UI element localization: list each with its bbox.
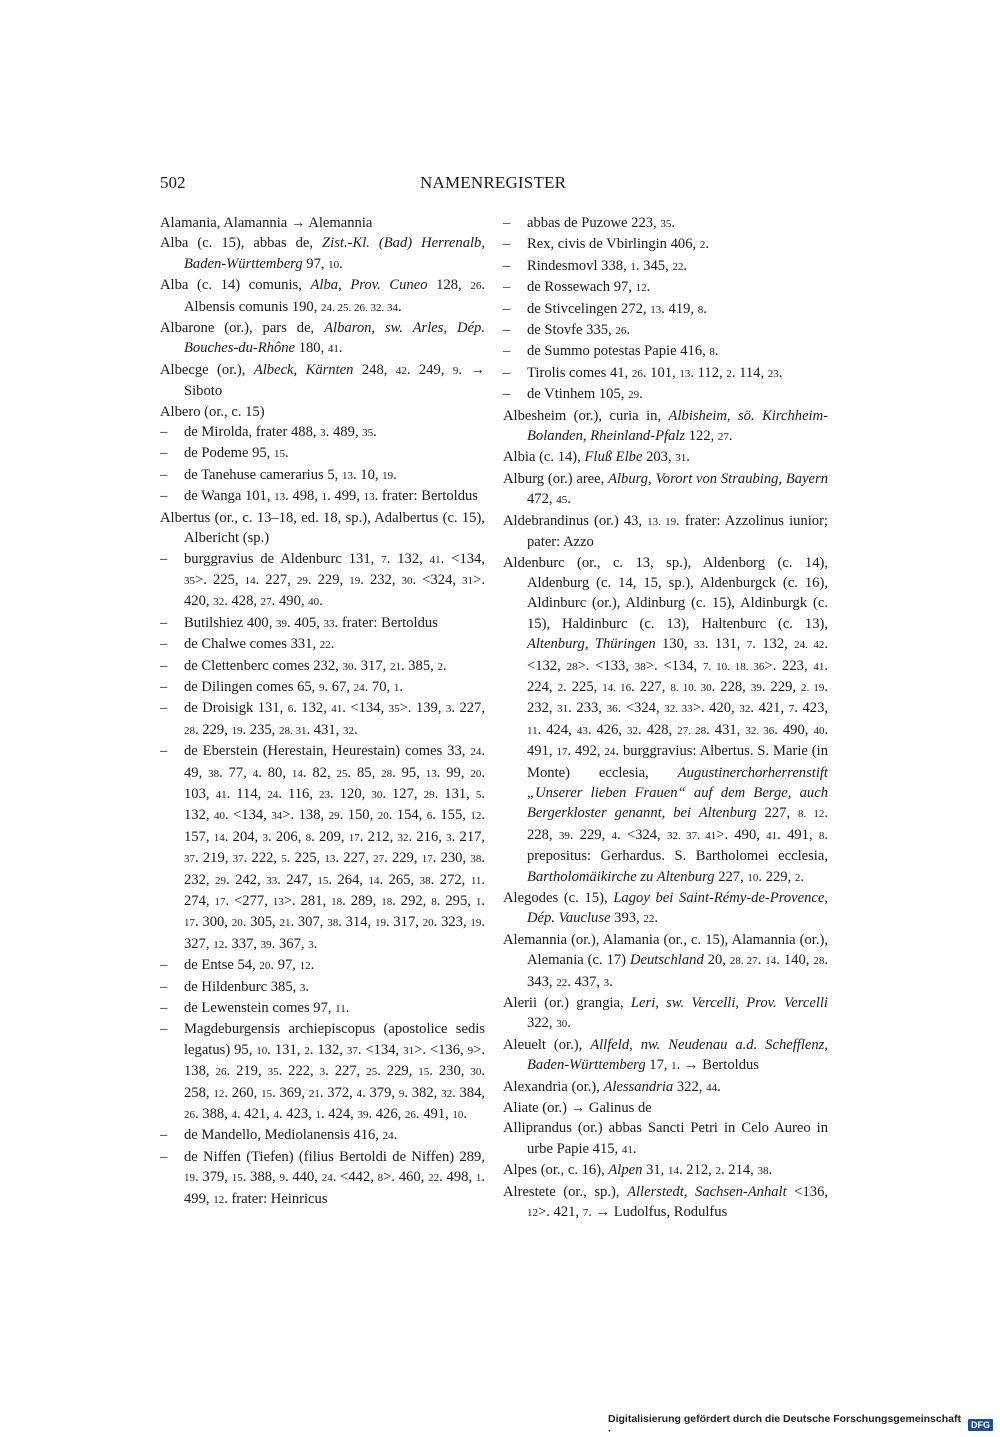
subentry-dash: – bbox=[160, 1127, 168, 1144]
entry-text: Aldebrandinus (or.) 43, 13. 19. frater: Azzolinus iunior; pater: Azzo bbox=[503, 512, 828, 551]
entry-text: de Rossewach 97, 12. bbox=[527, 279, 651, 296]
subentry-dash: – bbox=[160, 488, 168, 505]
entry-text: de Summo potestas Papie 416, 8. bbox=[527, 343, 719, 360]
entry-text: Alexandria (or.), Alessandria 322, 44. bbox=[503, 1078, 721, 1095]
subentry-dash: – bbox=[160, 700, 168, 717]
entry-text: de Droisigk 131, 6. 132, 41. <134, 35>. 139, 3. 227, 28. 229, 19. 235, 28. 31. 431, 32. bbox=[184, 700, 485, 738]
index-entry bbox=[503, 1118, 828, 1160]
subentry-dash: – bbox=[160, 636, 168, 653]
entry-text: de Podeme 95, 15. bbox=[184, 445, 289, 462]
index-subentry bbox=[503, 299, 828, 320]
index-entry bbox=[503, 1077, 828, 1098]
index-subentry bbox=[160, 698, 485, 741]
entry-text: de Lewenstein comes 97, 11. bbox=[184, 1000, 350, 1017]
subentry-dash: – bbox=[160, 957, 168, 974]
index-subentry bbox=[503, 234, 828, 255]
left-index-column bbox=[160, 213, 485, 1210]
subentry-dash: – bbox=[160, 445, 168, 462]
index-subentry bbox=[160, 465, 485, 486]
entry-text: Butilshiez 400, 39. 405, 33. frater: Bertoldus bbox=[184, 614, 438, 631]
entry-text: Rex, civis de Vbirlingin 406, 2. bbox=[527, 236, 709, 253]
entry-text: de Dilingen comes 65, 9. 67, 24. 70, 1. bbox=[184, 678, 403, 695]
index-subentry bbox=[503, 320, 828, 341]
entry-text: de Stivcelingen 272, 13. 419, 8. bbox=[527, 300, 707, 317]
subentry-dash: – bbox=[503, 300, 511, 317]
entry-text: de Stovfe 335, 26. bbox=[527, 322, 631, 339]
index-entry bbox=[503, 406, 828, 448]
subentry-dash: – bbox=[503, 236, 511, 253]
entry-text: de Wanga 101, 13. 498, 1. 499, 13. frater: Bertoldus bbox=[184, 488, 478, 505]
subentry-dash: – bbox=[503, 215, 511, 231]
entry-text: burggravius de Aldenburc 131, 7. 132, 41. <134, 35>. 225, 14. 227, 29. 229, 19. 232, 30. <324, 31>. 420, 32. 428, 27. 490, 40. bbox=[184, 550, 485, 610]
index-subentry bbox=[160, 1147, 485, 1210]
subentry-dash: – bbox=[160, 1148, 168, 1165]
index-subentry bbox=[160, 1019, 485, 1125]
index-entry bbox=[503, 553, 828, 889]
page-number: 502 bbox=[160, 173, 186, 192]
entry-text: Alba (c. 14) comunis, Alba, Prov. Cuneo 128, 26. Albensis comunis 190, 24. 25. 26. 32. 34. bbox=[160, 277, 485, 315]
entry-text: Aldenburc (or., c. 13, sp.), Aldenborg (c. 14), Aldenburg (c. 14, 15, sp.), Aldenburgck (c. 16), Aldinburc (or.), Aldinburg (c. 15), Aldinburgk (c. 15), Haldinburc (c. 13), Haltenburc (c. 13), Altenburg, Thüringen 130, 33. 131, 7. 132, 24. 42. <132, 28>. <133, 38>. <134, 7. 10. 18. 36>. 223, 41. 224, 2. 225, 14. 16. 227, 8. 10. 30. 228, 39. 229, 2. 19. 232, 31. 233, 36. <324, 32. 33>. 420, 32. 421, 7. 423, 11. 424, 43. 426, 32. 428, 27. 28. 431, 32. 36. 490, 40. 491, 17. 492, 24. burggravius: Albertus. S. Marie (in Monte) ecclesia, Augustinerchorherrenstift „Unserer lieben Frauen“ auf dem Berge, auch Bergerkloster genannt, bei Altenburg 227, 8. 12. 228, 39. 229, 4. <324, 32. 37. 41>. 490, 41. 491, 8. prepositus: Gerhardus. S. Bartholomei ecclesia, Bartholomäikirche zu Altenburg 227, 10. 229, 2. bbox=[503, 554, 829, 885]
entry-text: de Tanehuse camerarius 5, 13. 10, 19. bbox=[184, 466, 397, 483]
index-entry bbox=[160, 233, 485, 275]
index-entry bbox=[160, 275, 485, 318]
entry-text: Alburg (or.) aree, Alburg, Vorort von Straubing, Bayern 472, 45. bbox=[503, 470, 828, 508]
index-entry bbox=[503, 1035, 828, 1077]
entry-text: de Chalwe comes 331, 22. bbox=[184, 636, 335, 653]
index-subentry bbox=[160, 486, 485, 507]
entry-text: Alemannia (or.), Alamania (or., c. 15), Alamannia (or.), Alemania (c. 17) Deutschland 20, 28. 27. 14. 140, 28. 343, 22. 437, 3. bbox=[503, 931, 829, 990]
index-entry bbox=[503, 930, 828, 993]
entry-text: Alrestete (or., sp.), Allerstedt, Sachsen-Anhalt <136, 12>. 421, 7. → Ludolfus, Rodulfus bbox=[503, 1183, 829, 1221]
index-subentry bbox=[503, 384, 828, 405]
subentry-dash: – bbox=[160, 1000, 168, 1017]
index-entry bbox=[160, 318, 485, 360]
entry-text: de Vtinhem 105, 29. bbox=[527, 386, 643, 403]
digitization-credit bbox=[608, 1413, 993, 1437]
index-subentry bbox=[160, 443, 485, 464]
index-subentry bbox=[160, 613, 485, 634]
index-entry bbox=[503, 1098, 828, 1118]
subentry-dash: – bbox=[503, 322, 511, 339]
index-subentry bbox=[160, 656, 485, 677]
index-subentry bbox=[160, 1125, 485, 1146]
index-entry bbox=[503, 993, 828, 1035]
subentry-dash: – bbox=[503, 279, 511, 296]
index-subentry bbox=[160, 677, 485, 698]
index-subentry bbox=[160, 422, 485, 443]
subentry-dash: – bbox=[160, 1021, 168, 1038]
index-subentry bbox=[503, 256, 828, 277]
entry-text: Albero (or., c. 15) bbox=[160, 403, 265, 420]
entry-text: Magdeburgensis archiepiscopus (apostolice sedis legatus) 95, 10. 131, 2. 132, 37. <134, 31>. <136, 9>. 138, 26. 219, 35. 222, 3. 227, 25. 229, 15. 230, 30. 258, 12. 260, 15. 369, 21. 372, 4. 379, 9. 382, 32. 384, 26. 388, 4. 421, 4. 423, 1. 424, 39. 426, 26. 491, 10. bbox=[184, 1021, 486, 1123]
subentry-dash: – bbox=[160, 550, 168, 567]
entry-text: Alamania, Alamannia → Alemannia bbox=[160, 215, 373, 231]
entry-text: Aleuelt (or.), Allfeld, nw. Neudenau a.d. Schefflenz, Baden-Württemberg 17, 1. → Bertoldus bbox=[503, 1036, 828, 1074]
subentry-dash: – bbox=[503, 257, 511, 274]
entry-text: Aliate (or.) → Galinus de bbox=[503, 1100, 652, 1117]
entry-text: de Clettenberc comes 232, 30. 317, 21. 385, 2. bbox=[184, 657, 447, 674]
index-subentry bbox=[503, 341, 828, 362]
entry-text: de Hildenburc 385, 3. bbox=[184, 978, 310, 995]
entry-text: abbas de Puzowe 223, 35. bbox=[527, 215, 675, 231]
index-entry bbox=[160, 213, 485, 233]
index-subentry bbox=[160, 549, 485, 613]
index-entry bbox=[160, 402, 485, 422]
subentry-dash: – bbox=[503, 343, 511, 360]
entry-text: Albia (c. 14), Fluß Elbe 203, 31. bbox=[503, 449, 690, 466]
index-subentry bbox=[503, 363, 828, 384]
entry-text: de Entse 54, 20. 97, 12. bbox=[184, 957, 315, 974]
index-entry bbox=[503, 888, 828, 930]
entry-text: Albecge (or.), Albeck, Kärnten 248, 42. 249, 9. → Siboto bbox=[160, 361, 486, 400]
subentry-dash: – bbox=[160, 743, 168, 760]
index-entry bbox=[503, 511, 828, 553]
entry-text: Rindesmovl 338, 1. 345, 22. bbox=[527, 257, 688, 274]
index-entry bbox=[503, 469, 828, 511]
subentry-dash: – bbox=[503, 364, 511, 381]
footer-credit-text: Digitalisierung gefördert durch die Deutsche Forschungsgemeinschaft · bbox=[608, 1413, 961, 1437]
index-subentry bbox=[160, 741, 485, 955]
dfg-logo: DFG bbox=[968, 1419, 993, 1431]
entry-text: de Niffen (Tiefen) (filius Bertoldi de Niffen) 289, 19. 379, 15. 388, 9. 440, 24. <442, 8>. 460, 22. 498, 1. 499, 12. frater: Heinricus bbox=[184, 1148, 486, 1207]
entry-text: Alliprandus (or.) abbas Sancti Petri in Celo Aureo in urbe Papie 415, 41. bbox=[503, 1120, 828, 1157]
subentry-dash: – bbox=[160, 614, 168, 631]
subentry-dash: – bbox=[160, 657, 168, 674]
subentry-dash: – bbox=[160, 466, 168, 483]
entry-text: de Mirolda, frater 488, 3. 489, 35. bbox=[184, 424, 377, 441]
index-entry bbox=[503, 1160, 828, 1181]
subentry-dash: – bbox=[160, 678, 168, 695]
entry-text: de Mandello, Mediolanensis 416, 24. bbox=[184, 1127, 398, 1144]
index-subentry bbox=[160, 998, 485, 1019]
entry-text: de Eberstein (Herestain, Heurestain) comes 33, 24. 49, 38. 77, 4. 80, 14. 82, 25. 85, 28. 95, 13. 99, 20. 103, 41. 114, 24. 116, 23. 120, 30. 127, 29. 131, 5. 132, 40. <134, 34>. 138, 29. 150, 20. 154, 6. 155, 12. 157, 14. 204, 3. 206, 8. 209, 17. 212, 32. 216, 3. 217, 37. 219, 37. 222, 5. 225, 13. 227, 27. 229, 17. 230, 38. 232, 29. 242, 33. 247, 15. 264, 14. 265, 38. 272, 11. 274, 17. <277, 13>. 281, 18. 289, 18. 292, 8. 295, 1. 17. 300, 20. 305, 21. 307, 38. 314, 19. 317, 20. 323, 19. 327, 12. 337, 39. 367, 3. bbox=[184, 743, 486, 952]
entry-text: Albarone (or.), pars de, Albaron, sw. Arles, Dép. Bouches-du-Rhône 180, 41. bbox=[160, 320, 485, 357]
index-entry bbox=[160, 508, 485, 549]
entry-text: Albesheim (or.), curia in, Albisheim, sö. Kirchheim-Bolanden, Rheinland-Pfalz 122, 27. bbox=[503, 407, 829, 445]
entry-text: Alerii (or.) grangia, Leri, sw. Vercelli, Prov. Vercelli 322, 30. bbox=[503, 995, 828, 1032]
subentry-dash: – bbox=[503, 386, 511, 403]
entry-text: Alpes (or., c. 16), Alpen 31, 14. 212, 2. 214, 38. bbox=[503, 1162, 773, 1179]
index-subentry bbox=[160, 977, 485, 998]
index-subentry bbox=[160, 634, 485, 655]
entry-text: Alba (c. 15), abbas de, Zist.-Kl. (Bad) Herrenalb, Baden-Württemberg 97, 10. bbox=[160, 235, 486, 272]
entry-text: Albertus (or., c. 13–18, ed. 18, sp.), Adalbertus (c. 15), Albericht (sp.) bbox=[160, 509, 485, 547]
subentry-dash: – bbox=[160, 978, 168, 995]
right-index-column bbox=[503, 213, 828, 1224]
index-entry bbox=[503, 1182, 828, 1224]
subentry-dash: – bbox=[160, 424, 168, 441]
index-subentry bbox=[160, 955, 485, 976]
index-subentry bbox=[503, 277, 828, 298]
running-head: NAMENREGISTER bbox=[420, 173, 567, 192]
index-subentry bbox=[503, 213, 828, 234]
index-entry bbox=[160, 360, 485, 402]
entry-text: Tirolis comes 41, 26. 101, 13. 112, 2. 114, 23. bbox=[527, 364, 783, 381]
index-entry bbox=[503, 447, 828, 468]
entry-text: Alegodes (c. 15), Lagoy bei Saint-Rémy-de-Provence, Dép. Vaucluse 393, 22. bbox=[503, 890, 828, 927]
